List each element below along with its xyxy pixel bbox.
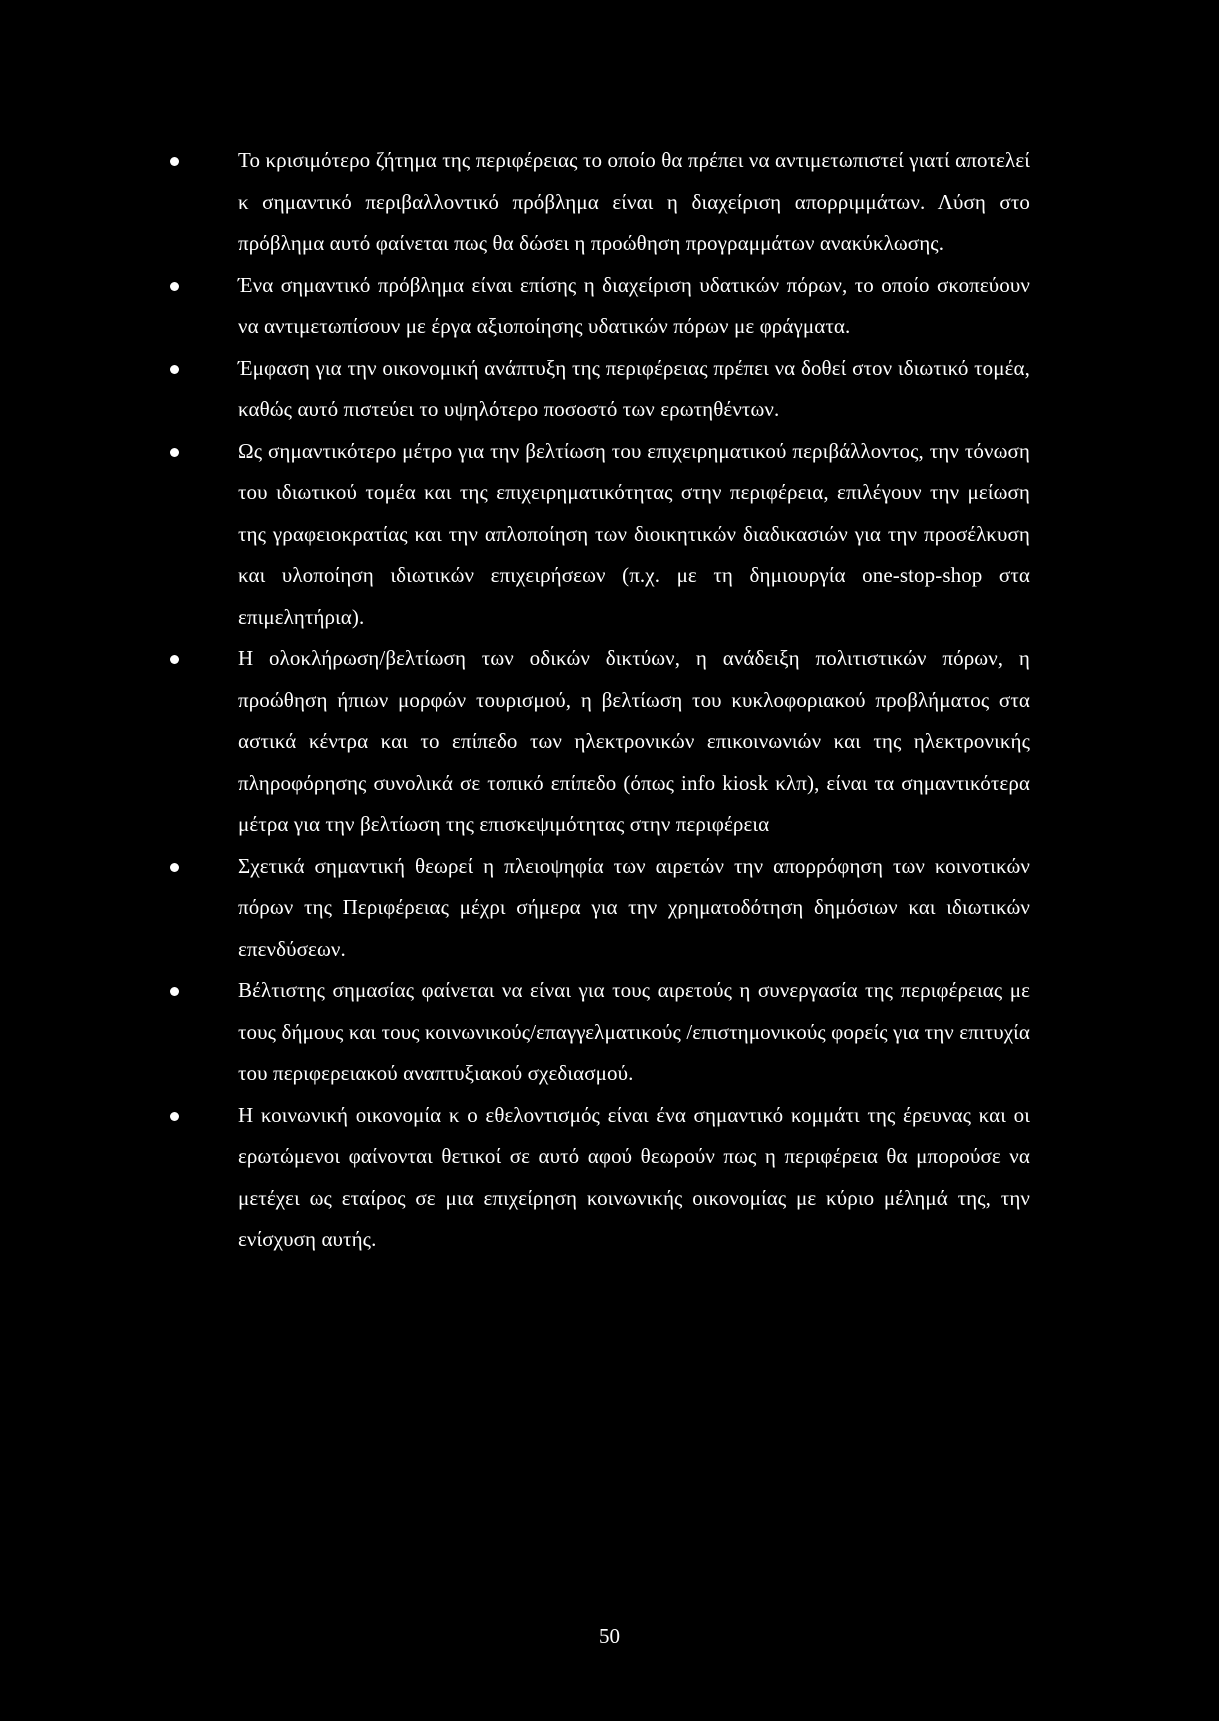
list-item — [170, 970, 1030, 1095]
bullet-icon — [170, 282, 179, 291]
bullet-icon — [170, 1112, 179, 1121]
bullet-icon — [170, 365, 179, 374]
list-item-text: Σχετικά σημαντική θεωρεί η πλειοψηφία των αιρετών την απορρόφηση των κοινοτικών πόρων της Περιφέρειας μέχρι σήμερα για την χρηματοδότηση δημόσιων και ιδιωτικών επενδύσεων. — [238, 853, 1030, 961]
list-item-text: Η ολοκλήρωση/βελτίωση των οδικών δικτύων, η ανάδειξη πολιτιστικών πόρων, η προώθηση ήπιων μορφών τουρισμού, η βελτίωση του κυκλοφοριακού προβλήματος στα αστικά κέντρα και το επίπεδο των ηλεκτρονικών επικοινωνιών και της ηλεκτρονικής πληροφόρησης συνολικά σε τοπικό επίπεδο (όπως info kiosk κλπ), είναι τα σημαντικότερα μέτρα για την βελτίωση της επισκεψιμότητας στην περιφέρεια — [238, 646, 1030, 836]
list-item — [170, 265, 1030, 348]
bullet-icon — [170, 157, 179, 166]
page-number: 50 — [599, 1624, 620, 1648]
bullet-list — [170, 140, 1030, 1261]
bullet-icon — [170, 655, 179, 664]
list-item-text: Ένα σημαντικό πρόβλημα είναι επίσης η διαχείριση υδατικών πόρων, το οποίο σκοπεύουν να αντιμετωπίσουν με έργα αξιοποίησης υδατικών πόρων με φράγματα. — [238, 272, 1030, 338]
bullet-icon — [170, 863, 179, 872]
bullet-icon — [170, 987, 179, 996]
list-item — [170, 1095, 1030, 1261]
list-item-text: Το κρισιμότερο ζήτημα της περιφέρειας το οποίο θα πρέπει να αντιμετωπιστεί γιατί αποτελεί κ σημαντικό περιβαλλοντικό πρόβλημα είναι η διαχείριση απορριμμάτων. Λύση στο πρόβλημα αυτό φαίνεται πως θα δώσει η προώθηση προγραμμάτων ανακύκλωσης. — [238, 148, 1030, 255]
list-item-text: Ως σημαντικότερο μέτρο για την βελτίωση του επιχειρηματικού περιβάλλοντος, την τόνωση του ιδιωτικού τομέα και της επιχειρηματικότητας στην περιφέρεια, επιλέγουν την μείωση της γραφειοκρατίας και την απλοποίηση των διοικητικών διαδικασιών για την προσέλκυση και υλοποίηση ιδιωτικών επιχειρήσεων (π.χ. με τη δημιουργία one-stop-shop στα επιμελητήρια). — [238, 438, 1030, 629]
list-item — [170, 638, 1030, 846]
list-item — [170, 431, 1030, 639]
list-item — [170, 348, 1030, 431]
bullet-icon — [170, 448, 179, 457]
list-item — [170, 140, 1030, 265]
list-item-text: Η κοινωνική οικονομία κ ο εθελοντισμός είναι ένα σημαντικό κομμάτι της έρευνας και οι ερωτώμενοι φαίνονται θετικοί σε αυτό αφού θεωρούν πως η περιφέρεια θα μπορούσε να μετέχει ως εταίρος σε μια επιχείρηση κοινωνικής οικονομίας με κύριο μέλημά της, την ενίσχυση αυτής. — [238, 1102, 1030, 1251]
list-item — [170, 846, 1030, 971]
list-item-text: Βέλτιστης σημασίας φαίνεται να είναι για τους αιρετούς η συνεργασία της περιφέρειας με τους δήμους και τους κοινωνικούς/επαγγελματικούς /επιστημονικούς φορείς για την επιτυχία του περιφερειακού αναπτυξιακού σχεδιασμού. — [238, 978, 1030, 1085]
list-item-text: Έμφαση για την οικονομική ανάπτυξη της περιφέρειας πρέπει να δοθεί στον ιδιωτικό τομέα, καθώς αυτό πιστεύει το υψηλότερο ποσοστό των ερωτηθέντων. — [238, 355, 1030, 421]
